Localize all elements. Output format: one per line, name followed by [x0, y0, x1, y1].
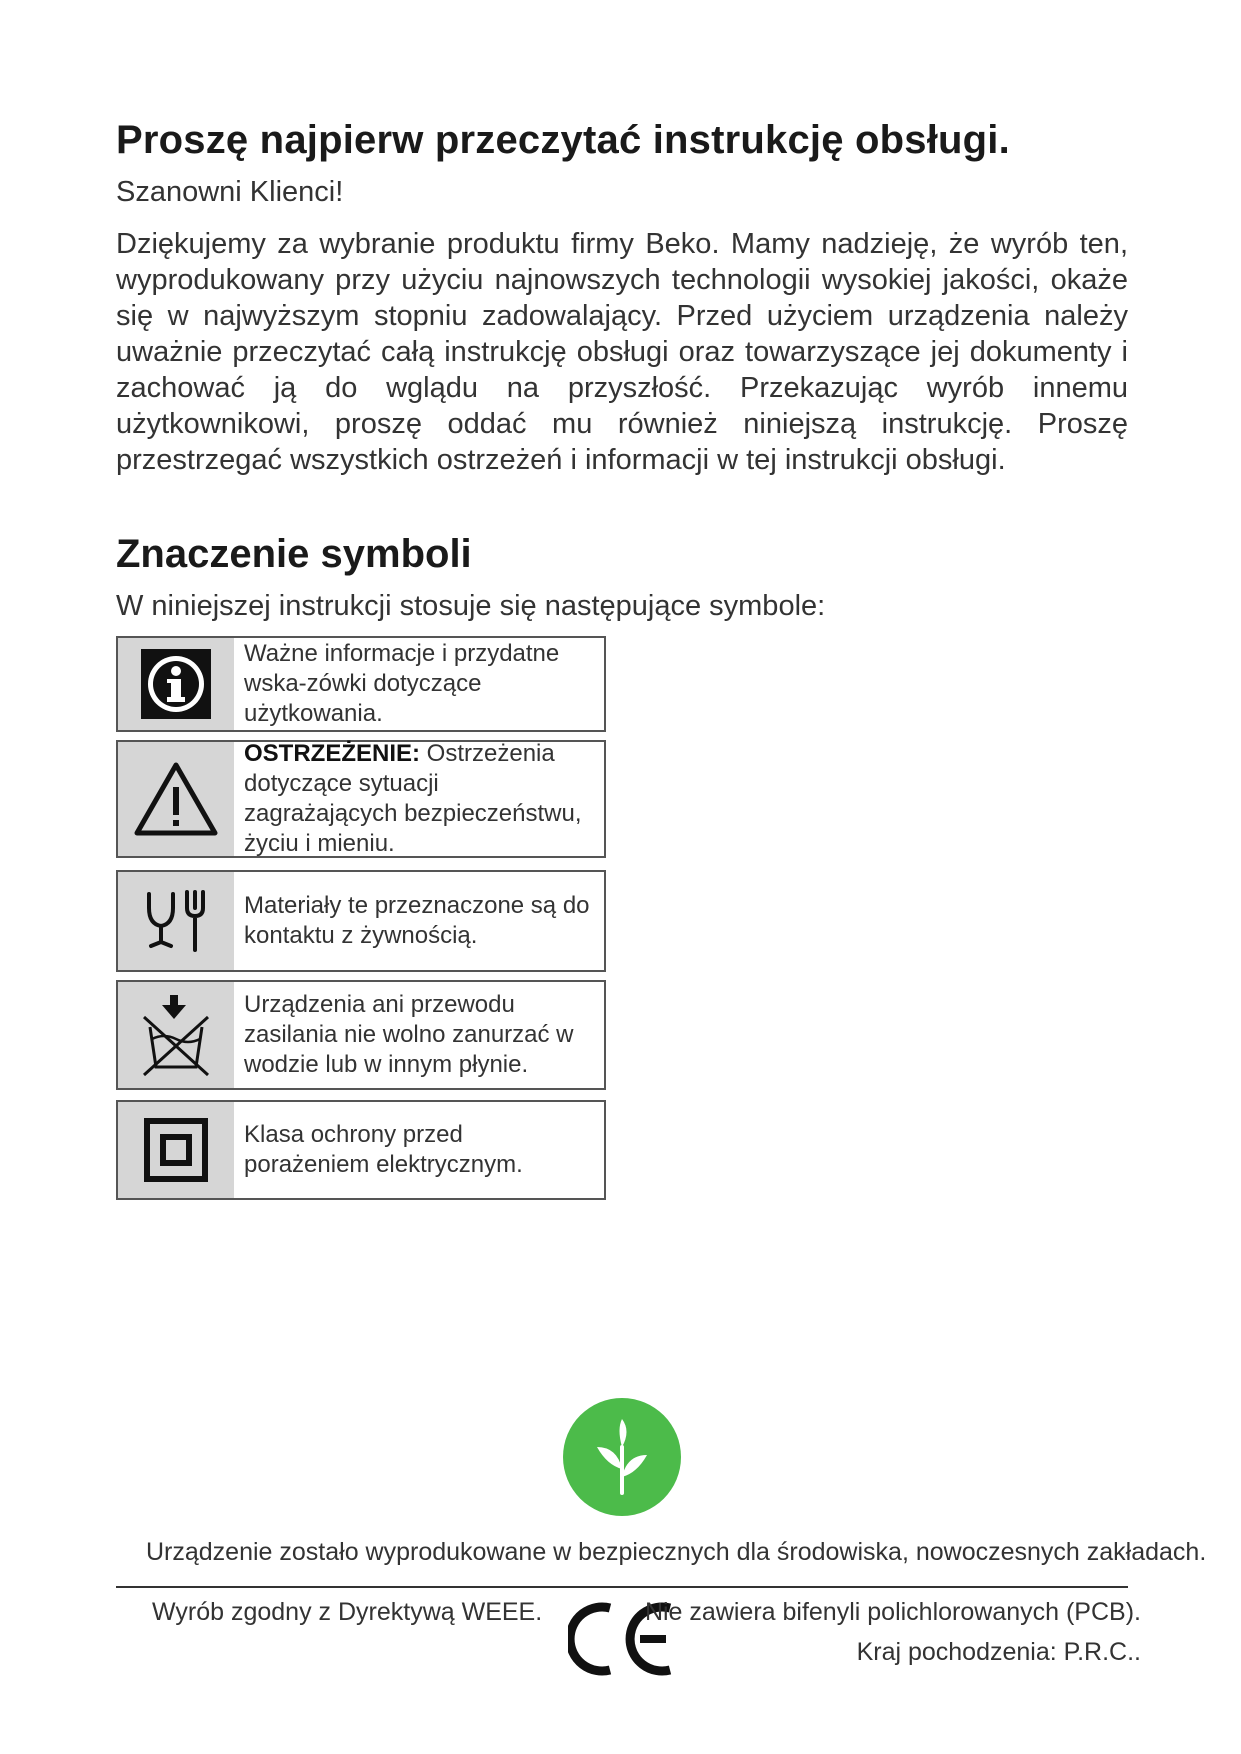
symbol-row-no-immersion: [116, 980, 606, 1090]
symbols-intro: W niniejszej instrukcji stosuje się następujące symbole:: [116, 590, 826, 622]
symbol-row-warning: [116, 740, 606, 858]
symbol-text: Klasa ochrony przed porażeniem elektrycznym.: [244, 1121, 523, 1178]
warning-icon: [118, 742, 234, 856]
symbol-text: Ważne informacje i przydatne wska-zówki dotyczące użytkowania.: [244, 640, 560, 727]
no-immersion-icon: [118, 982, 234, 1088]
footer-divider: [116, 1586, 1128, 1588]
symbol-text: Urządzenia ani przewodu zasilania nie wolno zanurzać w wodzie lub w innym płynie.: [244, 991, 574, 1078]
symbol-text: Ostrzeżenia dotyczące sytuacji zagrażających bezpieczeństwu, życiu i mieniu.: [244, 740, 582, 857]
class-ii-insulation-icon: [118, 1102, 234, 1198]
symbols-heading: Znaczenie symboli: [116, 532, 472, 576]
page-title: Proszę najpierw przeczytać instrukcję obsługi.: [116, 118, 1010, 162]
eco-caption: Urządzenie zostało wyprodukowane w bezpiecznych dla środowiska, nowoczesnych zakładach.: [146, 1538, 1207, 1566]
symbol-row-class-ii: [116, 1100, 606, 1200]
symbol-row-food: [116, 870, 606, 972]
weee-note: Wyrób zgodny z Dyrektywą WEEE.: [152, 1598, 543, 1626]
food-contact-icon: [118, 872, 234, 970]
pcb-note: Nie zawiera bifenyli polichlorowanych (PCB).: [644, 1598, 1141, 1626]
intro-paragraph: Dziękujemy za wybranie produktu firmy Beko. Mamy nadzieję, że wyrób ten, wyprodukowany przy użyciu najnowszych technologii wysokiej jakości, okaże się w najwyższym stopniu zadowalający. Przed użyciem urządzenia należy uważnie przeczytać całą instrukcję obsługi oraz towarzyszące jej dokumenty i zachować ją do wglądu na przyszłość. Przekazując wyrób innemu użytkownikowi, proszę oddać mu również niniejszą instrukcję. Proszę przestrzegać wszystkich ostrzeżeń i informacji w tej instrukcji obsługi.: [116, 228, 1128, 476]
symbol-text: Materiały te przeznaczone są do kontaktu z żywnością.: [244, 892, 590, 949]
eco-leaf-icon: [563, 1398, 681, 1516]
country-of-origin: Kraj pochodzenia: P.R.C..: [856, 1638, 1141, 1666]
symbol-row-info: [116, 636, 606, 732]
info-icon: [118, 638, 234, 730]
warning-label: OSTRZEŻENIE:: [244, 740, 421, 767]
greeting: Szanowni Klienci!: [116, 176, 344, 208]
